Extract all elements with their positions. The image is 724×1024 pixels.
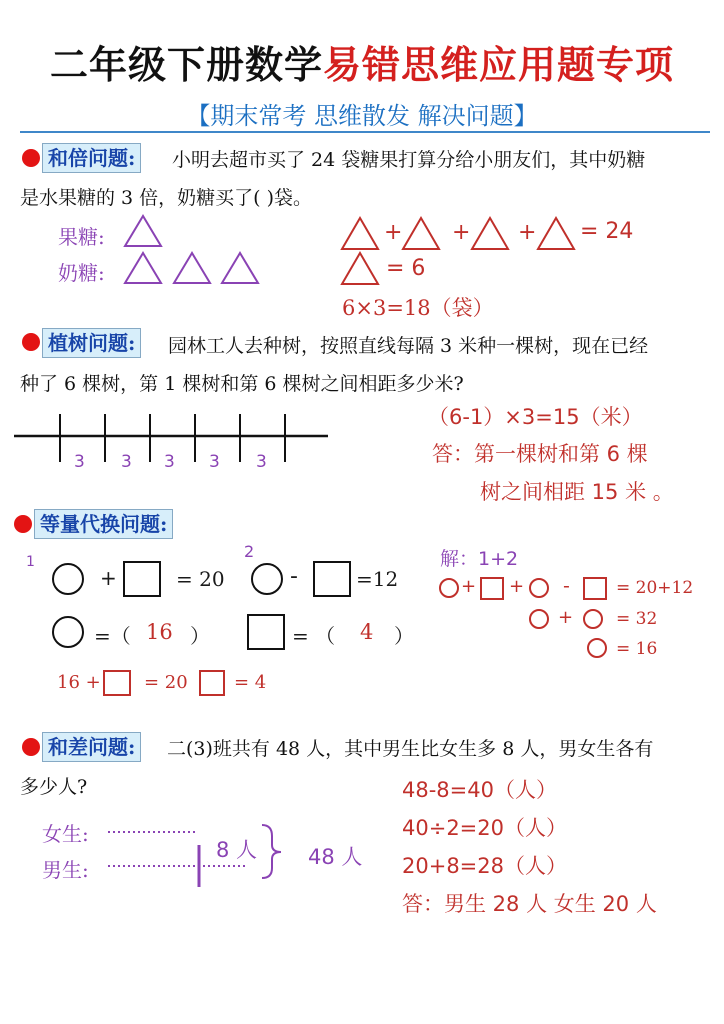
solution-eq3: = 16 [616, 639, 658, 659]
plus-sign: + [100, 566, 117, 590]
gap-label: 3 [209, 452, 220, 472]
total-label: 48 人 [308, 845, 363, 869]
section1-problem-line2: 是水果糖的 3 倍，奶糖买了( )袋。 [20, 187, 313, 209]
section1-answer: 6×3=18（袋） [342, 296, 494, 320]
section2-problem-line1: 园林工人去种树，按照直线每隔 3 米种一棵树，现在已经 [168, 335, 649, 357]
section2-answer-line1: 答：第一棵树和第 6 棵 [432, 442, 648, 466]
circle-value-close: ） [190, 624, 210, 648]
equation-number-1: 1 [26, 554, 35, 570]
section4-calc1: 48-8=40（人） [402, 778, 557, 802]
section4-tag: 和差问题: [42, 732, 141, 762]
equation1-result: = 20 [176, 567, 225, 591]
plus-sign: + [509, 576, 525, 597]
section1-problem-line1: 小明去超市买了 24 袋糖果打算分给小朋友们，其中奶糖 [172, 149, 646, 171]
equation2-result: =12 [356, 567, 399, 591]
section4-problem-line2: 多少人? [20, 776, 88, 798]
step-b-right: = 4 [234, 672, 267, 693]
boys-label: 男生: [42, 858, 89, 882]
circle-value: 16 [146, 620, 173, 644]
plus-sign: + [461, 576, 477, 597]
difference-label: 8 人 [216, 838, 258, 862]
plus-sign: + [558, 607, 574, 628]
solution-label: 解：1+2 [440, 548, 519, 570]
gap-label: 3 [74, 452, 85, 472]
plus-sign: + [518, 220, 537, 245]
milk-candy-label: 奶糖: [58, 261, 105, 285]
plus-sign: + [452, 220, 471, 245]
solution-eq2: = 32 [616, 609, 658, 629]
gap-label: 3 [256, 452, 267, 472]
solution-eq1: = 20+12 [616, 578, 694, 598]
section4-problem-line1: 二(3)班共有 48 人，其中男生比女生多 8 人，男女生各有 [167, 738, 654, 760]
section2-answer-line2: 树之间相距 15 米 。 [480, 480, 674, 504]
fruit-candy-label: 果糖: [58, 225, 105, 249]
equals-24: = 24 [580, 219, 634, 244]
step-a-right: = 20 [144, 672, 188, 693]
plus-sign: + [384, 220, 403, 245]
step-a-left: 16 + [57, 672, 101, 693]
equation-number-2: 2 [244, 542, 255, 561]
gap-label: 3 [121, 452, 132, 472]
section4-calc2: 40÷2=20（人） [402, 816, 567, 840]
section3-tag: 等量代换问题: [34, 509, 173, 539]
minus-sign: - [563, 575, 570, 597]
section4-calc3: 20+8=28（人） [402, 854, 567, 878]
section2-tag: 植树问题: [42, 328, 141, 358]
equals-6: = 6 [386, 256, 426, 281]
circle-value-open: =（ [94, 624, 131, 648]
section2-calc: （6-1）×3=15（米） [428, 405, 643, 429]
square-value-close: ） [394, 624, 414, 648]
girls-label: 女生: [42, 822, 89, 846]
minus-sign: - [290, 564, 298, 589]
title-black-part: 二年级下册数学 [49, 43, 323, 87]
page-subtitle: 【期末常考 思维散发 解决问题】 [186, 102, 538, 130]
section4-answer: 答：男生 28 人 女生 20 人 [402, 892, 657, 916]
brace-icon [262, 825, 281, 878]
title-red-part: 易错思维应用题专项 [323, 43, 675, 87]
gap-label: 3 [164, 452, 175, 472]
square-value: 4 [360, 620, 374, 644]
section1-tag: 和倍问题: [42, 143, 141, 173]
square-value-open: = （ [292, 624, 336, 648]
section2-problem-line2: 种了 6 棵树，第 1 棵树和第 6 棵树之间相距多少米? [20, 373, 464, 395]
